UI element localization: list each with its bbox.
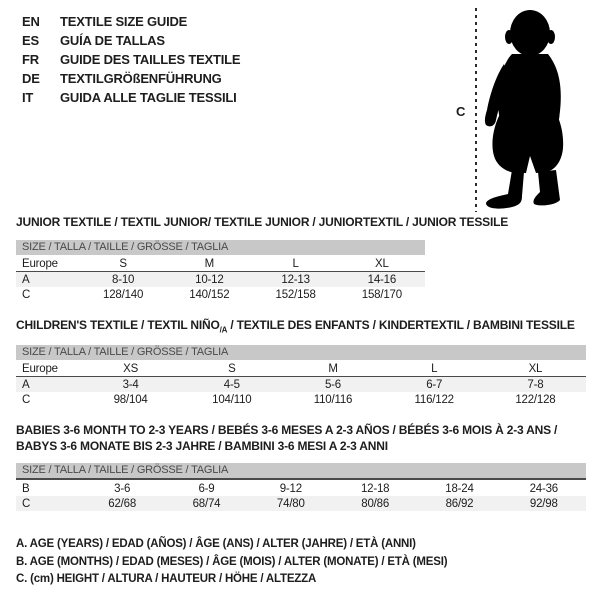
lang-code: EN bbox=[22, 14, 40, 29]
height-cell: 152/158 bbox=[275, 288, 316, 301]
size-cell: XS bbox=[123, 362, 139, 375]
table-row bbox=[16, 256, 425, 272]
size-cell: L bbox=[431, 362, 438, 375]
age-cell: 7-8 bbox=[527, 378, 544, 391]
children-size-table bbox=[16, 345, 586, 407]
children-title-subscript: /A bbox=[219, 325, 228, 335]
height-measure-label: C bbox=[456, 104, 466, 119]
lang-code: IT bbox=[22, 90, 34, 105]
table-row bbox=[16, 287, 425, 302]
size-cell: M bbox=[328, 362, 338, 375]
row-label: C bbox=[22, 288, 31, 301]
children-table-title bbox=[16, 318, 575, 334]
size-cell: M bbox=[204, 257, 215, 270]
row-label: Europe bbox=[22, 362, 58, 375]
height-measure-figure bbox=[456, 4, 600, 216]
age-cell: 4-5 bbox=[223, 378, 240, 391]
children-title-main: CHILDREN'S TEXTILE / TEXTIL NIÑO bbox=[16, 318, 220, 332]
height-cell: 140/152 bbox=[189, 288, 230, 301]
height-cell: 80/86 bbox=[361, 497, 390, 510]
row-label: B bbox=[22, 482, 30, 495]
language-title-list bbox=[22, 12, 240, 107]
row-label: Europe bbox=[22, 257, 58, 270]
height-cell: 128/140 bbox=[103, 288, 144, 301]
children-size-header: SIZE / TALLA / TAILLE / GRÖSSE / TAGLIA bbox=[16, 345, 586, 360]
size-cell: XL bbox=[375, 257, 389, 270]
age-cell: 5-6 bbox=[324, 378, 342, 391]
height-cell: 92/98 bbox=[529, 497, 558, 510]
size-cell: S bbox=[228, 362, 236, 375]
age-cell: 12-13 bbox=[281, 273, 310, 286]
babies-table-title bbox=[16, 422, 557, 454]
lang-title: TEXTILE SIZE GUIDE bbox=[60, 14, 188, 29]
age-cell: 8-10 bbox=[112, 273, 135, 286]
age-cell: 3-6 bbox=[114, 482, 131, 495]
junior-size-header: SIZE / TALLA / TAILLE / GRÖSSE / TAGLIA bbox=[16, 240, 425, 255]
footnote-a: A. AGE (YEARS) / EDAD (AÑOS) / ÂGE (ANS) / ALTER (JAHRE) / ETÀ (ANNI) bbox=[16, 538, 416, 550]
age-cell: 12-18 bbox=[360, 482, 390, 495]
lang-code: FR bbox=[22, 52, 39, 67]
baby-silhouette bbox=[482, 4, 600, 216]
junior-table-title: JUNIOR TEXTILE / TEXTIL JUNIOR/ TEXTILE JUNIOR / JUNIORTEXTIL / JUNIOR TESSILE bbox=[16, 215, 509, 229]
table-row bbox=[16, 377, 586, 392]
table-row bbox=[16, 481, 586, 496]
age-cell: 10-12 bbox=[195, 273, 224, 286]
height-cell: 74/80 bbox=[276, 497, 305, 510]
lang-row-it bbox=[22, 88, 240, 107]
size-cell: L bbox=[292, 257, 299, 270]
lang-title: GUIDE DES TAILLES TEXTILE bbox=[60, 52, 241, 67]
footnote-c: C. (cm) HEIGHT / ALTURA / HAUTEUR / HÖHE / ALTEZZA bbox=[16, 573, 317, 585]
age-cell: 6-9 bbox=[198, 482, 215, 495]
table-row bbox=[16, 361, 586, 377]
height-cell: 68/74 bbox=[192, 497, 221, 510]
table-row bbox=[16, 496, 586, 511]
height-cell: 158/170 bbox=[361, 288, 402, 301]
age-cell: 9-12 bbox=[279, 482, 302, 495]
age-cell: 14-16 bbox=[367, 273, 397, 286]
lang-title: GUIDA ALLE TAGLIE TESSILI bbox=[60, 90, 237, 105]
age-cell: 18-24 bbox=[445, 482, 474, 495]
age-cell: 24-36 bbox=[529, 482, 559, 495]
age-cell: 6-7 bbox=[426, 378, 443, 391]
lang-row-es bbox=[22, 31, 240, 50]
height-cell: 116/122 bbox=[414, 393, 454, 406]
lang-code: ES bbox=[22, 33, 39, 48]
lang-code: DE bbox=[22, 71, 40, 86]
age-cell: 3-4 bbox=[122, 378, 139, 391]
row-label: C bbox=[22, 393, 31, 406]
row-label: A bbox=[22, 273, 30, 286]
size-cell: XL bbox=[528, 362, 543, 375]
footnote-b: B. AGE (MONTHS) / EDAD (MESES) / ÂGE (MOIS) / ALTER (MONATE) / ETÀ (MESI) bbox=[16, 555, 448, 568]
footnote-legend bbox=[16, 536, 447, 589]
table-row bbox=[16, 392, 586, 407]
junior-size-table bbox=[16, 240, 425, 302]
table-row bbox=[16, 272, 425, 287]
babies-title-line1: BABIES 3-6 MONTH TO 2-3 YEARS / BEBÉS 3-6 MESES A 2-3 AÑOS / BÉBÉS 3-6 MOIS À 2-3 ANS / bbox=[16, 423, 558, 437]
height-cell: 104/110 bbox=[212, 393, 252, 406]
size-cell: S bbox=[119, 257, 127, 270]
height-cell: 98/104 bbox=[113, 393, 148, 406]
babies-title-line2: BABYS 3-6 MONATE BIS 2-3 JAHRE / BAMBINI 3-6 MESI A 2-3 ANNI bbox=[16, 439, 388, 453]
height-dash-line bbox=[475, 8, 477, 212]
lang-row-de bbox=[22, 69, 240, 88]
row-label: C bbox=[22, 497, 31, 510]
row-label: A bbox=[22, 378, 30, 391]
lang-row-fr bbox=[22, 50, 240, 69]
lang-title: GUÍA DE TALLAS bbox=[60, 33, 165, 48]
babies-size-header: SIZE / TALLA / TAILLE / GRÖSSE / TAGLIA bbox=[16, 463, 586, 480]
height-cell: 62/68 bbox=[108, 497, 137, 510]
children-title-rest: / TEXTILE DES ENFANTS / KINDERTEXTIL / BAMBINI TESSILE bbox=[227, 318, 575, 332]
babies-size-table bbox=[16, 463, 586, 511]
lang-title: TEXTILGRÖßENFÜHRUNG bbox=[60, 71, 222, 86]
height-cell: 110/116 bbox=[313, 393, 353, 406]
height-cell: 122/128 bbox=[515, 393, 556, 406]
height-cell: 86/92 bbox=[445, 497, 474, 510]
lang-row-en bbox=[22, 12, 240, 31]
